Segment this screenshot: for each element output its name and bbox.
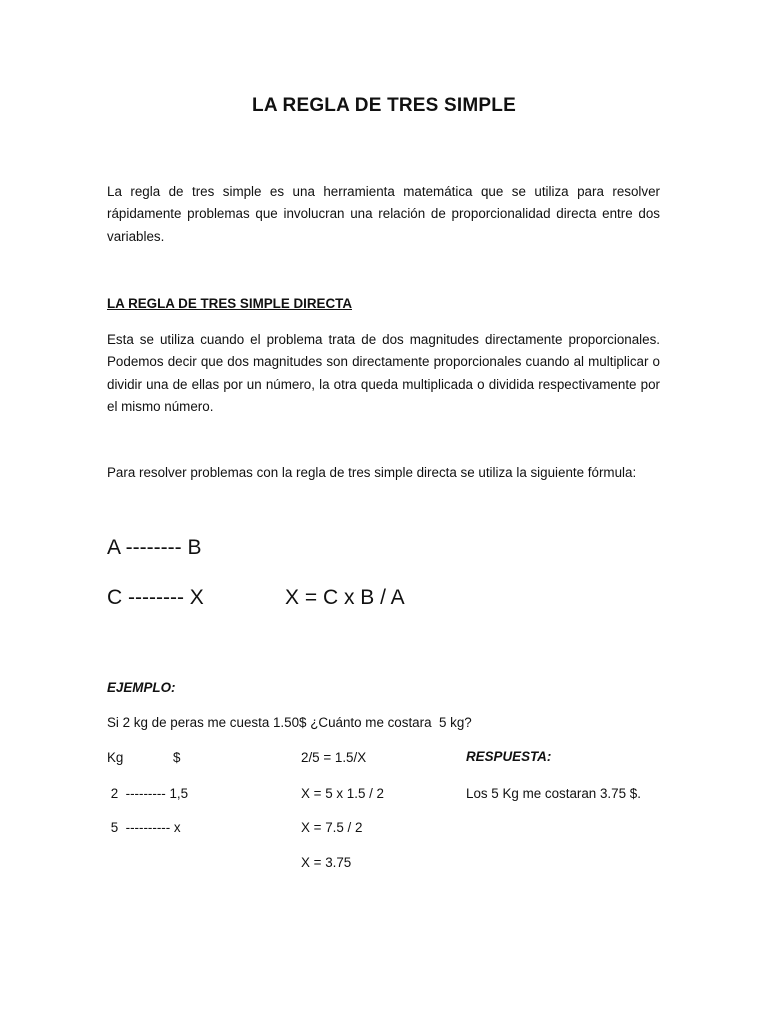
intro-paragraph: La regla de tres simple es una herramienta matemática que se utiliza para resolver rápidamente problemas que involucran una relación de proporcionalidad directa entre dos variables. [107, 184, 660, 244]
column-price: $ [173, 750, 181, 765]
step-4: X = 3.75 [301, 855, 352, 870]
formula-line-1: A -------- B [107, 536, 202, 559]
example-question: Si 2 kg de peras me cuesta 1.50$ ¿Cuánto me costara 5 kg? [107, 715, 472, 730]
column-kg: Kg [107, 750, 124, 765]
page-title: LA REGLA DE TRES SIMPLE [252, 95, 516, 116]
step-3: X = 7.5 / 2 [301, 820, 363, 835]
formula-equation: X = C x B / A [285, 586, 405, 609]
proportion-row-2: 5 ---------- x [107, 820, 181, 835]
answer-text: Los 5 Kg me costaran 3.75 $. [466, 786, 641, 801]
step-2: X = 5 x 1.5 / 2 [301, 786, 384, 801]
step-1: 2/5 = 1.5/X [301, 750, 367, 765]
answer-heading: RESPUESTA: [466, 749, 552, 764]
formula-intro: Para resolver problemas con la regla de tres simple directa se utiliza la siguiente fórmula: [107, 465, 637, 480]
example-heading: EJEMPLO: [107, 680, 176, 695]
proportion-row-1: 2 --------- 1,5 [107, 786, 189, 801]
section-paragraph: Esta se utiliza cuando el problema trata de dos magnitudes directamente proporcionales. Podemos decir que dos magnitudes son directamente proporcionales cuando al multiplicar o dividir una de ellas por un número, la otra queda multiplicada o dividida respectivamente por el mismo número. [107, 332, 660, 415]
section-heading: LA REGLA DE TRES SIMPLE DIRECTA [107, 296, 353, 311]
formula-line-2: C -------- X [107, 586, 204, 609]
